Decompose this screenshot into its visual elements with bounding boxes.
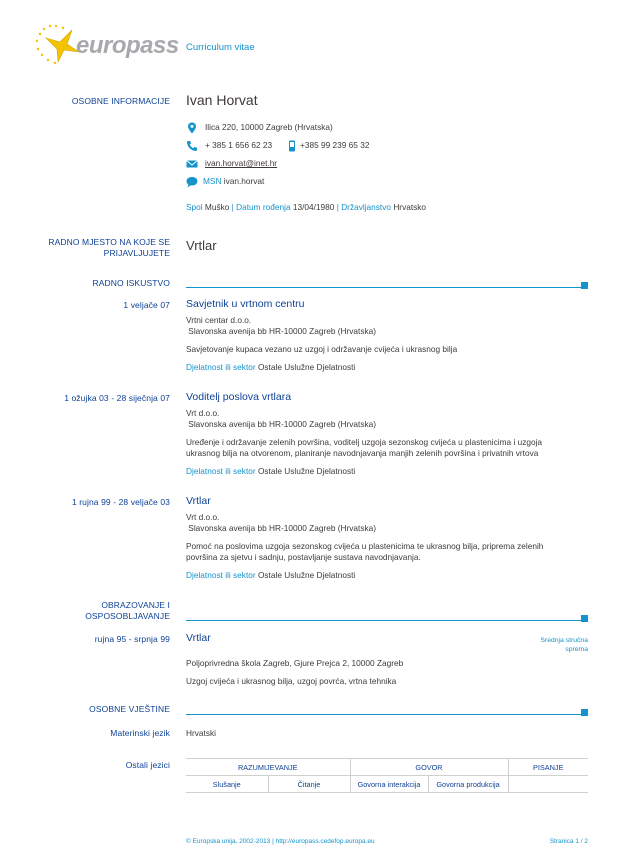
sector-label: Djelatnost ili sektor: [186, 362, 256, 372]
education-level-line1: Srednja stručna: [540, 637, 588, 644]
section-label-experience: RADNO ISKUSTVO: [92, 278, 170, 288]
education-label-line1: OBRAZOVANJE I: [101, 600, 170, 610]
job-dates: 1 rujna 99 - 28 veljače 03: [71, 497, 170, 507]
phone-icon: [186, 139, 198, 151]
job-dates: 1 ožujka 03 - 28 siječnja 07: [64, 393, 170, 403]
document-title: Curriculum vitae: [186, 42, 255, 53]
section-rule: [186, 620, 584, 621]
education-title: Vrtlar: [186, 632, 211, 644]
education-school: Poljoprivredna škola Zagreb, Gjure Prejca 2, 10000 Zagreb: [186, 658, 404, 668]
sector-value: Ostale Uslužne Djelatnosti: [257, 466, 356, 476]
sector-value: Ostale Uslužne Djelatnosti: [257, 570, 356, 580]
sub-reading: Čitanje: [268, 776, 350, 793]
separator: |: [231, 202, 234, 212]
col-speaking: GOVOR: [350, 759, 508, 776]
europass-logo: [34, 24, 179, 66]
dob-label: Datum rođenja: [236, 202, 291, 212]
job-sector: [186, 361, 588, 373]
col-writing: PISANJE: [508, 759, 588, 776]
personal-details-line: [186, 201, 588, 213]
person-name: Ivan Horvat: [186, 92, 258, 108]
job-title: Voditelj poslova vrtlara: [186, 391, 292, 403]
europass-star-figure-icon: [34, 24, 82, 66]
section-rule-marker: [581, 615, 588, 622]
job-address: Slavonska avenija bb HR-10000 Zagreb (Hrvatska): [186, 326, 376, 336]
job-sector: [186, 465, 588, 477]
position-value: Vrtlar: [186, 238, 217, 253]
im-line: [203, 175, 403, 187]
im-type-label: MSN: [203, 176, 222, 186]
position-label-line1: RADNO MJESTO NA KOJE SE: [48, 237, 170, 247]
language-table-subheader: [186, 776, 588, 793]
job-title: Savjetnik u vrtnom centru: [186, 298, 305, 310]
education-level: [508, 636, 588, 654]
sub-interaction: Govorna interakcija: [350, 776, 428, 793]
section-rule-marker: [581, 709, 588, 716]
chat-bubble-icon: [186, 175, 198, 187]
dob-value: 13/04/1980: [292, 202, 335, 212]
job-description-line2: ukrasnog bilja na otvorenom, planiranje navodnjavanja manjih zelenih površina i privatnih vrtova: [186, 448, 539, 458]
job-address: Slavonska avenija bb HR-10000 Zagreb (Hrvatska): [186, 523, 376, 533]
job-employer: Vrtni centar d.o.o.: [186, 315, 252, 325]
footer-copyright: © Europska unija, 2002-2013 | http://europass.cedefop.europa.eu: [186, 838, 375, 845]
job-description: Savjetovanje kupaca vezano uz uzgoj i održavanje cvijeća i ukrasnog bilja: [186, 344, 458, 354]
job-dates: 1 veljače 07: [123, 300, 170, 310]
mother-tongue-label: Materinski jezik: [110, 728, 170, 738]
gender-value: Muško: [204, 202, 230, 212]
job-sector: [186, 569, 588, 581]
section-rule: [186, 287, 584, 288]
sector-label: Djelatnost ili sektor: [186, 466, 256, 476]
job-employer: Vrt d.o.o.: [186, 512, 220, 522]
education-subjects: Uzgoj cvijeća i ukrasnog bilja, uzgoj povrća, vrtna tehnika: [186, 676, 397, 686]
education-level-line2: sprema: [565, 646, 588, 653]
job-description-line1: Uređenje i održavanje zelenih površina, voditelj uzgoja sezonskog cvijeća u plastenicima i uzgoja: [186, 437, 543, 447]
section-label-personal: OSOBNE INFORMACIJE: [71, 96, 170, 106]
email-icon: [186, 157, 198, 169]
section-rule-marker: [581, 282, 588, 289]
nationality-value: Hrvatsko: [393, 202, 427, 212]
location-pin-icon: [186, 121, 198, 133]
sector-value: Ostale Uslužne Djelatnosti: [257, 362, 356, 372]
sub-writing-empty: [508, 776, 588, 793]
sub-listening: Slušanje: [186, 776, 268, 793]
col-understanding: RAZUMIJEVANJE: [186, 759, 350, 776]
job-employer: Vrt d.o.o.: [186, 408, 220, 418]
separator: |: [336, 202, 339, 212]
sector-label: Djelatnost ili sektor: [186, 570, 256, 580]
mobile-phone-icon: [286, 139, 298, 151]
footer-page-number: Stranica 1 / 2: [549, 838, 588, 845]
other-languages-label: Ostali jezici: [125, 760, 170, 770]
job-title: Vrtlar: [186, 495, 211, 507]
address-text: Ilica 220, 10000 Zagreb (Hrvatska): [205, 122, 333, 132]
section-label-position: [20, 237, 170, 259]
mother-tongue-value: Hrvatski: [186, 728, 216, 738]
section-rule: [186, 714, 584, 715]
job-description-line2: površina za sjetvu i sadnju, postavljanje sustava navodnjavanja.: [186, 552, 421, 562]
job-description-line1: Pomoć na poslovima uzgoja sezonskog cvijeća u plastenicima te ukrasnog bilja, priprema zelenih: [186, 541, 544, 551]
section-label-skills: OSOBNE VJEŠTINE: [89, 704, 170, 714]
im-value: ivan.horvat: [223, 176, 265, 186]
language-table: [186, 758, 588, 793]
section-label-education: [20, 600, 170, 622]
position-label-line2: PRIJAVLJUJETE: [103, 248, 170, 258]
nationality-label: Državljanstvo: [341, 202, 391, 212]
europass-wordmark: europass: [76, 32, 179, 59]
sub-production: Govorna produkcija: [428, 776, 508, 793]
gender-label: Spol: [186, 202, 203, 212]
education-label-line2: OSPOSOBLJAVANJE: [85, 611, 170, 621]
phone-text: + 385 1 656 62 23: [205, 140, 273, 150]
job-address: Slavonska avenija bb HR-10000 Zagreb (Hrvatska): [186, 419, 376, 429]
mobile-text: +385 99 239 65 32: [300, 140, 370, 150]
email-link[interactable]: ivan.horvat@inet.hr: [205, 158, 278, 168]
language-table-header: [186, 759, 588, 776]
education-dates: rujna 95 - srpnja 99: [94, 634, 170, 644]
